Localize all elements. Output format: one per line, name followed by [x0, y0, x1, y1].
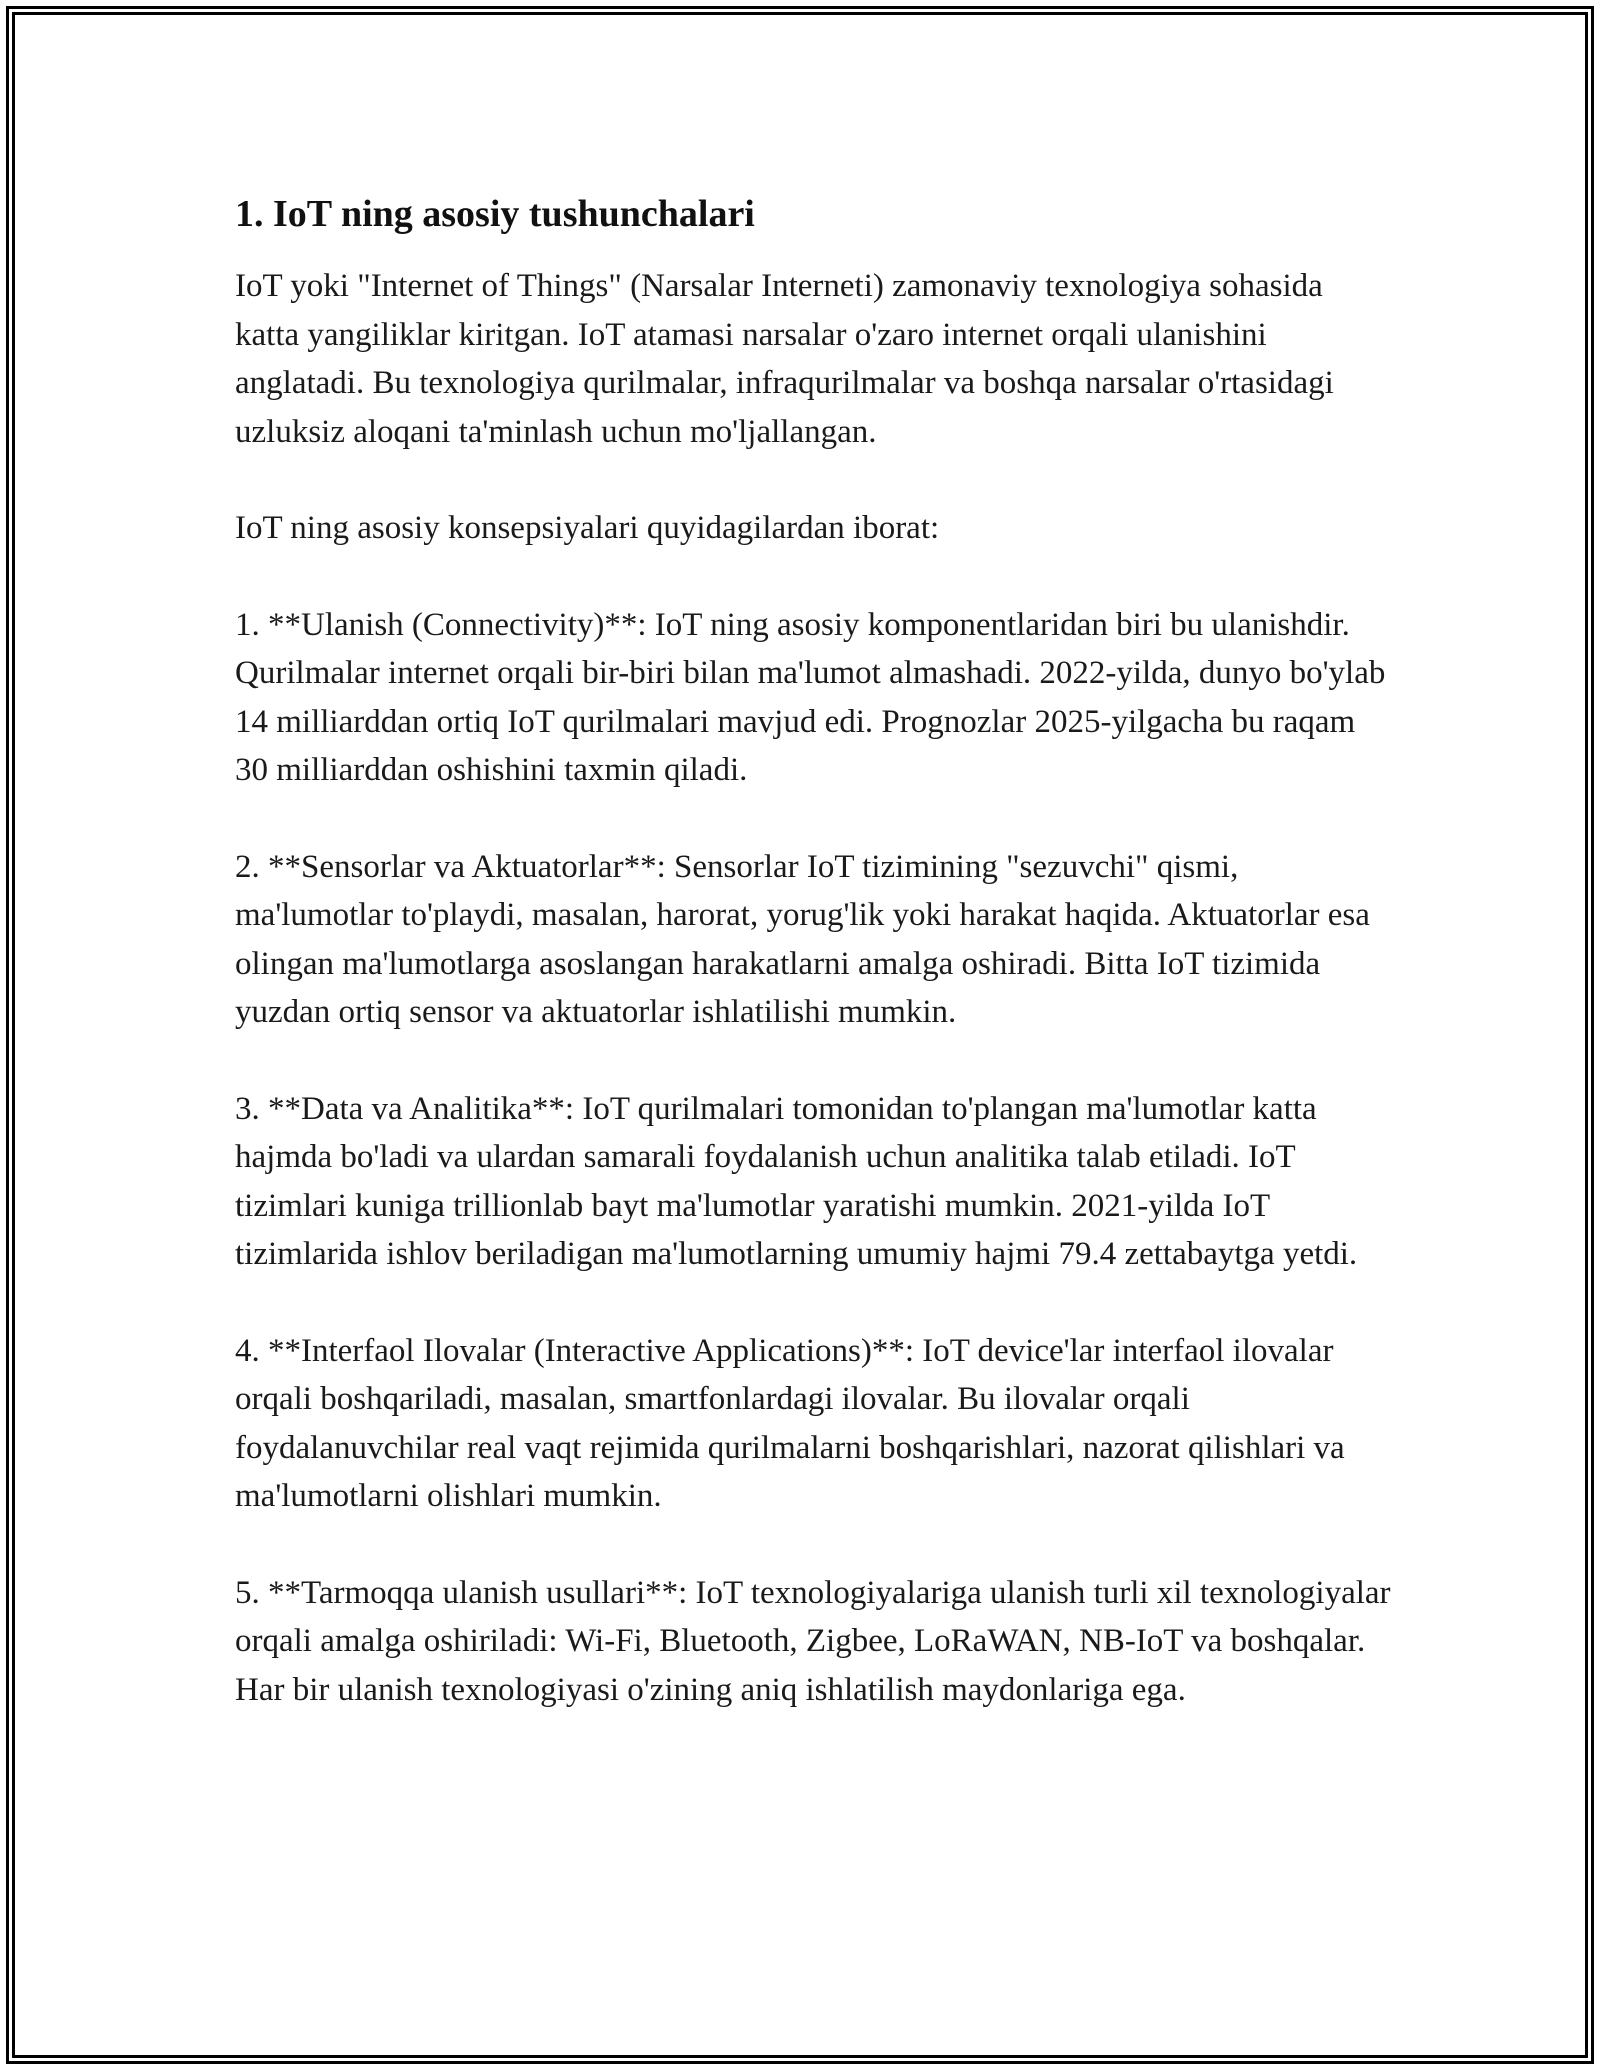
- concepts-lead-paragraph: IoT ning asosiy konsepsiyalari quyidagilardan iborat:: [235, 510, 940, 546]
- concept-sensors-paragraph: 2. **Sensorlar va Aktuatorlar**: Sensorlar IoT tizimining "sezuvchi" qismi, ma'lumotlar to'playdi, masalan, harorat, yorug'lik yoki harakat haqida. Aktuatorlar esa olingan ma'lumotlarga asoslangan harakatlarni amalga oshiradi. Bitta IoT tizimida yuzdan ortiq sensor va aktuatorlar ishlatilishi mumkin.: [235, 848, 1370, 1030]
- concept-data-analytics-paragraph: 3. **Data va Analitika**: IoT qurilmalari tomonidan to'plangan ma'lumotlar katta hajmda bo'ladi va ulardan samarali foydalanish uchun analitika talab etiladi. IoT tizimlari kuniga trillionlab bayt ma'lumotlar yaratishi mumkin. 2021-yilda IoT tizimlarida ishlov beriladigan ma'lumotlarning umumiy hajmi 79.4 zettabaytga yetdi.: [235, 1090, 1358, 1272]
- intro-paragraph: IoT yoki "Internet of Things" (Narsalar Interneti) zamonaviy texnologiya sohasida katta yangiliklar kiritgan. IoT atamasi narsalar o'zaro internet orqali ulanishini anglatadi. Bu texnologiya qurilmalar, infraqurilmalar va boshqa narsalar o'rtasidagi uzluksiz aloqani ta'minlash uchun mo'ljallangan.: [235, 268, 1334, 450]
- concept-connectivity-paragraph: 1. **Ulanish (Connectivity)**: IoT ning asosiy komponentlaridan biri bu ulanishdir. Qurilmalar internet orqali bir-biri bilan ma'lumot almashadi. 2022-yilda, dunyo bo'ylab 14 milliarddan ortiq IoT qurilmalari mavjud edi. Prognozlar 2025-yilgacha bu raqam 30 milliarddan oshishini taxmin qiladi.: [235, 606, 1386, 788]
- document-body: [235, 186, 1395, 1762]
- concept-network-methods-paragraph: 5. **Tarmoqqa ulanish usullari**: IoT texnologiyalariga ulanish turli xil texnologiyalar orqali amalga oshiriladi: Wi-Fi, Bluetooth, Zigbee, LoRaWAN, NB-IoT va boshqalar. Har bir ulanish texnologiyasi o'zining aniq ishlatilish maydonlariga ega.: [235, 1574, 1391, 1708]
- section-heading: 1. IoT ning asosiy tushunchalari: [235, 193, 755, 235]
- concept-interactive-apps-paragraph: 4. **Interfaol Ilovalar (Interactive Applications)**: IoT device'lar interfaol ilovalar orqali boshqariladi, masalan, smartfonlardagi ilovalar. Bu ilovalar orqali foydalanuvchilar real vaqt rejimida qurilmalarni boshqarishlari, nazorat qilishlari va ma'lumotlarni olishlari mumkin.: [235, 1332, 1345, 1514]
